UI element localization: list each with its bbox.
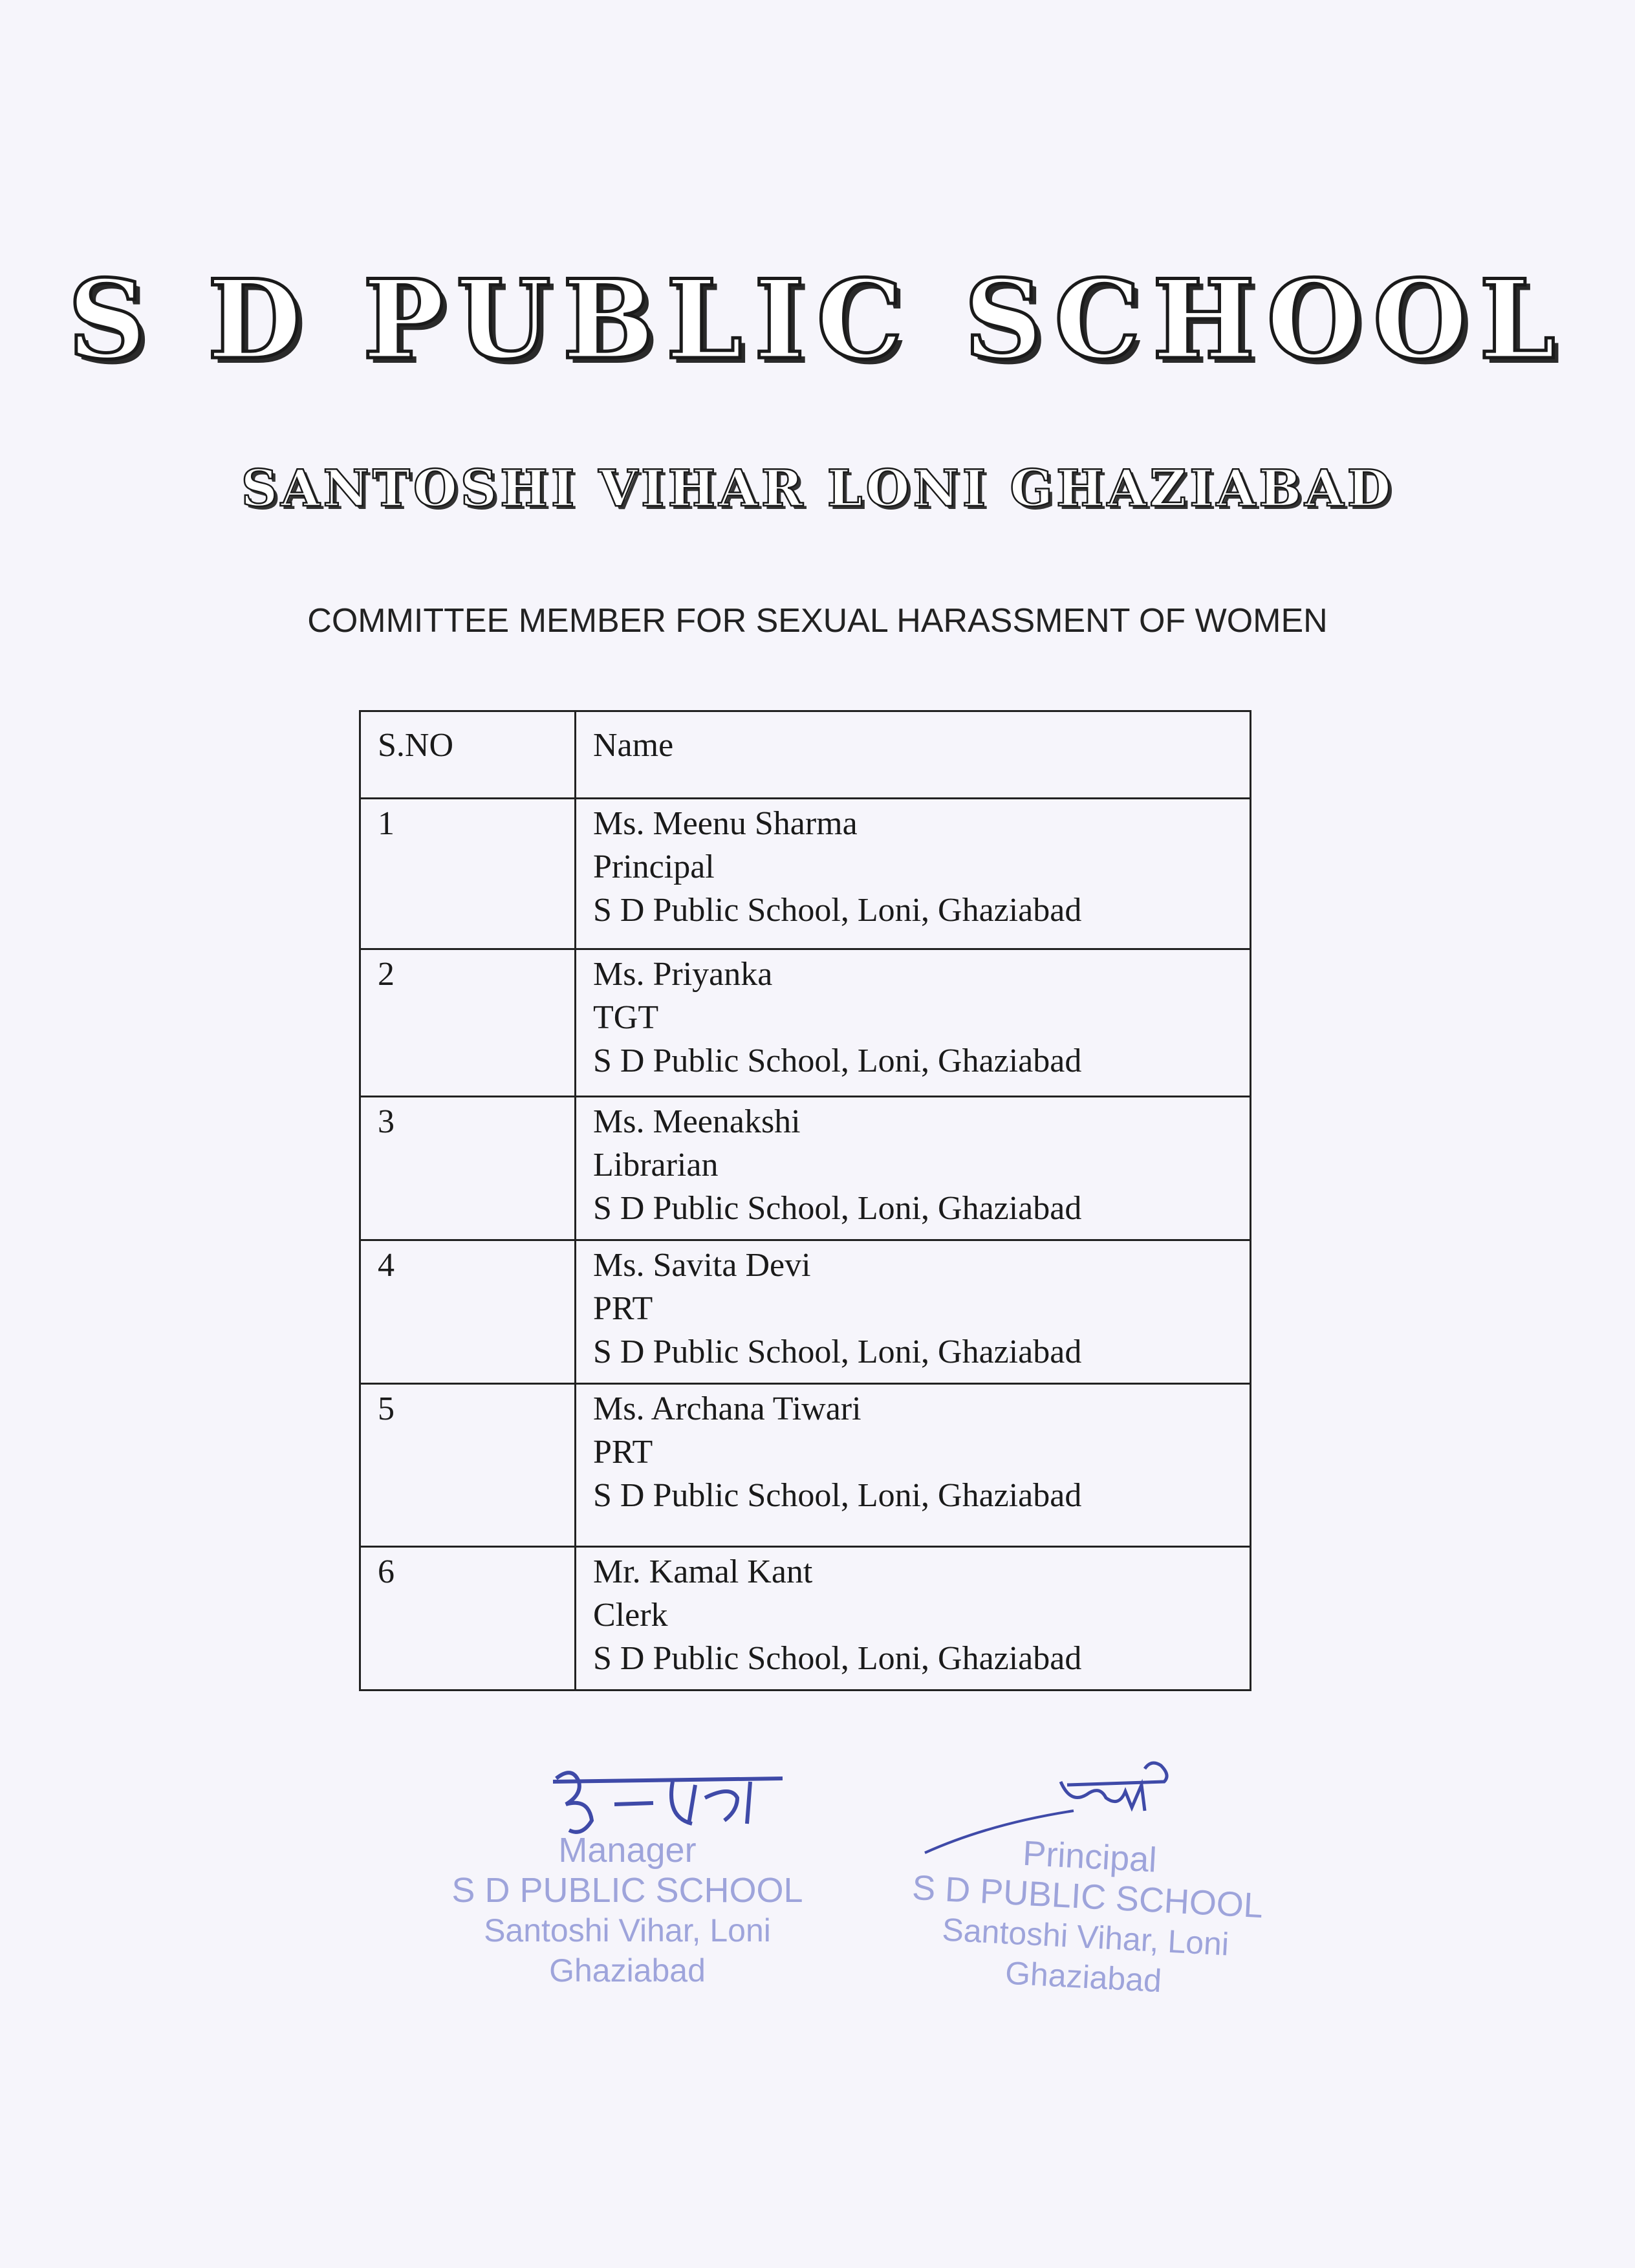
member-cell bbox=[576, 1240, 1251, 1384]
table-row bbox=[360, 1097, 1251, 1240]
school-name: S D PUBLIC SCHOOL bbox=[67, 255, 1568, 383]
principal-stamp-city: Ghaziabad bbox=[1004, 1954, 1163, 2000]
member-cell bbox=[576, 1384, 1251, 1547]
committee-table bbox=[359, 710, 1251, 1691]
member-org: S D Public School, Loni, Ghaziabad bbox=[593, 1042, 1082, 1079]
row-sno: 3 bbox=[360, 1097, 576, 1240]
principal-stamp bbox=[902, 1828, 1272, 2007]
member-name: Ms. Meenakshi bbox=[593, 1103, 801, 1140]
table-header-row bbox=[360, 711, 1251, 799]
member-cell bbox=[576, 1097, 1251, 1240]
member-cell bbox=[576, 949, 1251, 1097]
member-cell bbox=[576, 1547, 1251, 1690]
table-row bbox=[360, 1240, 1251, 1384]
member-name: Ms. Meenu Sharma bbox=[593, 805, 858, 842]
table-row bbox=[360, 1547, 1251, 1690]
member-role: PRT bbox=[593, 1434, 653, 1471]
sno-header: S.NO bbox=[360, 711, 576, 799]
row-sno: 4 bbox=[360, 1240, 576, 1384]
member-org: S D Public School, Loni, Ghaziabad bbox=[593, 1477, 1082, 1514]
table-row bbox=[360, 1384, 1251, 1547]
row-sno: 6 bbox=[360, 1547, 576, 1690]
principal-stamp-school: S D PUBLIC SCHOOL bbox=[911, 1868, 1264, 1926]
row-sno: 5 bbox=[360, 1384, 576, 1547]
member-org: S D Public School, Loni, Ghaziabad bbox=[593, 892, 1082, 929]
member-name: Ms. Archana Tiwari bbox=[593, 1390, 861, 1427]
member-cell bbox=[576, 799, 1251, 949]
principal-stamp-title: Principal bbox=[1021, 1833, 1158, 1880]
school-address: SANTOSHI VIHAR LONI GHAZIABAD bbox=[241, 459, 1394, 518]
member-role: Principal bbox=[593, 848, 715, 885]
member-name: Ms. Priyanka bbox=[593, 956, 773, 993]
member-org: S D Public School, Loni, Ghaziabad bbox=[593, 1334, 1082, 1370]
principal-stamp-address: Santoshi Vihar, Loni bbox=[941, 1911, 1230, 1963]
member-org: S D Public School, Loni, Ghaziabad bbox=[593, 1640, 1082, 1677]
name-header: Name bbox=[576, 711, 1251, 799]
manager-stamp-school: S D PUBLIC SCHOOL bbox=[451, 1871, 803, 1910]
manager-stamp bbox=[446, 1830, 808, 1991]
row-sno: 2 bbox=[360, 949, 576, 1097]
member-role: Librarian bbox=[593, 1147, 719, 1183]
manager-stamp-title: Manager bbox=[558, 1831, 697, 1870]
manager-stamp-city: Ghaziabad bbox=[549, 1952, 706, 1989]
committee-heading: COMMITTEE MEMBER FOR SEXUAL HARASSMENT OF WOMEN bbox=[307, 602, 1328, 640]
table-row bbox=[360, 799, 1251, 949]
member-role: Clerk bbox=[593, 1597, 668, 1634]
member-role: TGT bbox=[593, 999, 659, 1036]
manager-stamp-address: Santoshi Vihar, Loni bbox=[484, 1912, 771, 1949]
member-name: Ms. Savita Devi bbox=[593, 1247, 811, 1284]
member-role: PRT bbox=[593, 1290, 653, 1327]
table-row bbox=[360, 949, 1251, 1097]
member-name: Mr. Kamal Kant bbox=[593, 1553, 813, 1590]
member-org: S D Public School, Loni, Ghaziabad bbox=[593, 1190, 1082, 1227]
row-sno: 1 bbox=[360, 799, 576, 949]
